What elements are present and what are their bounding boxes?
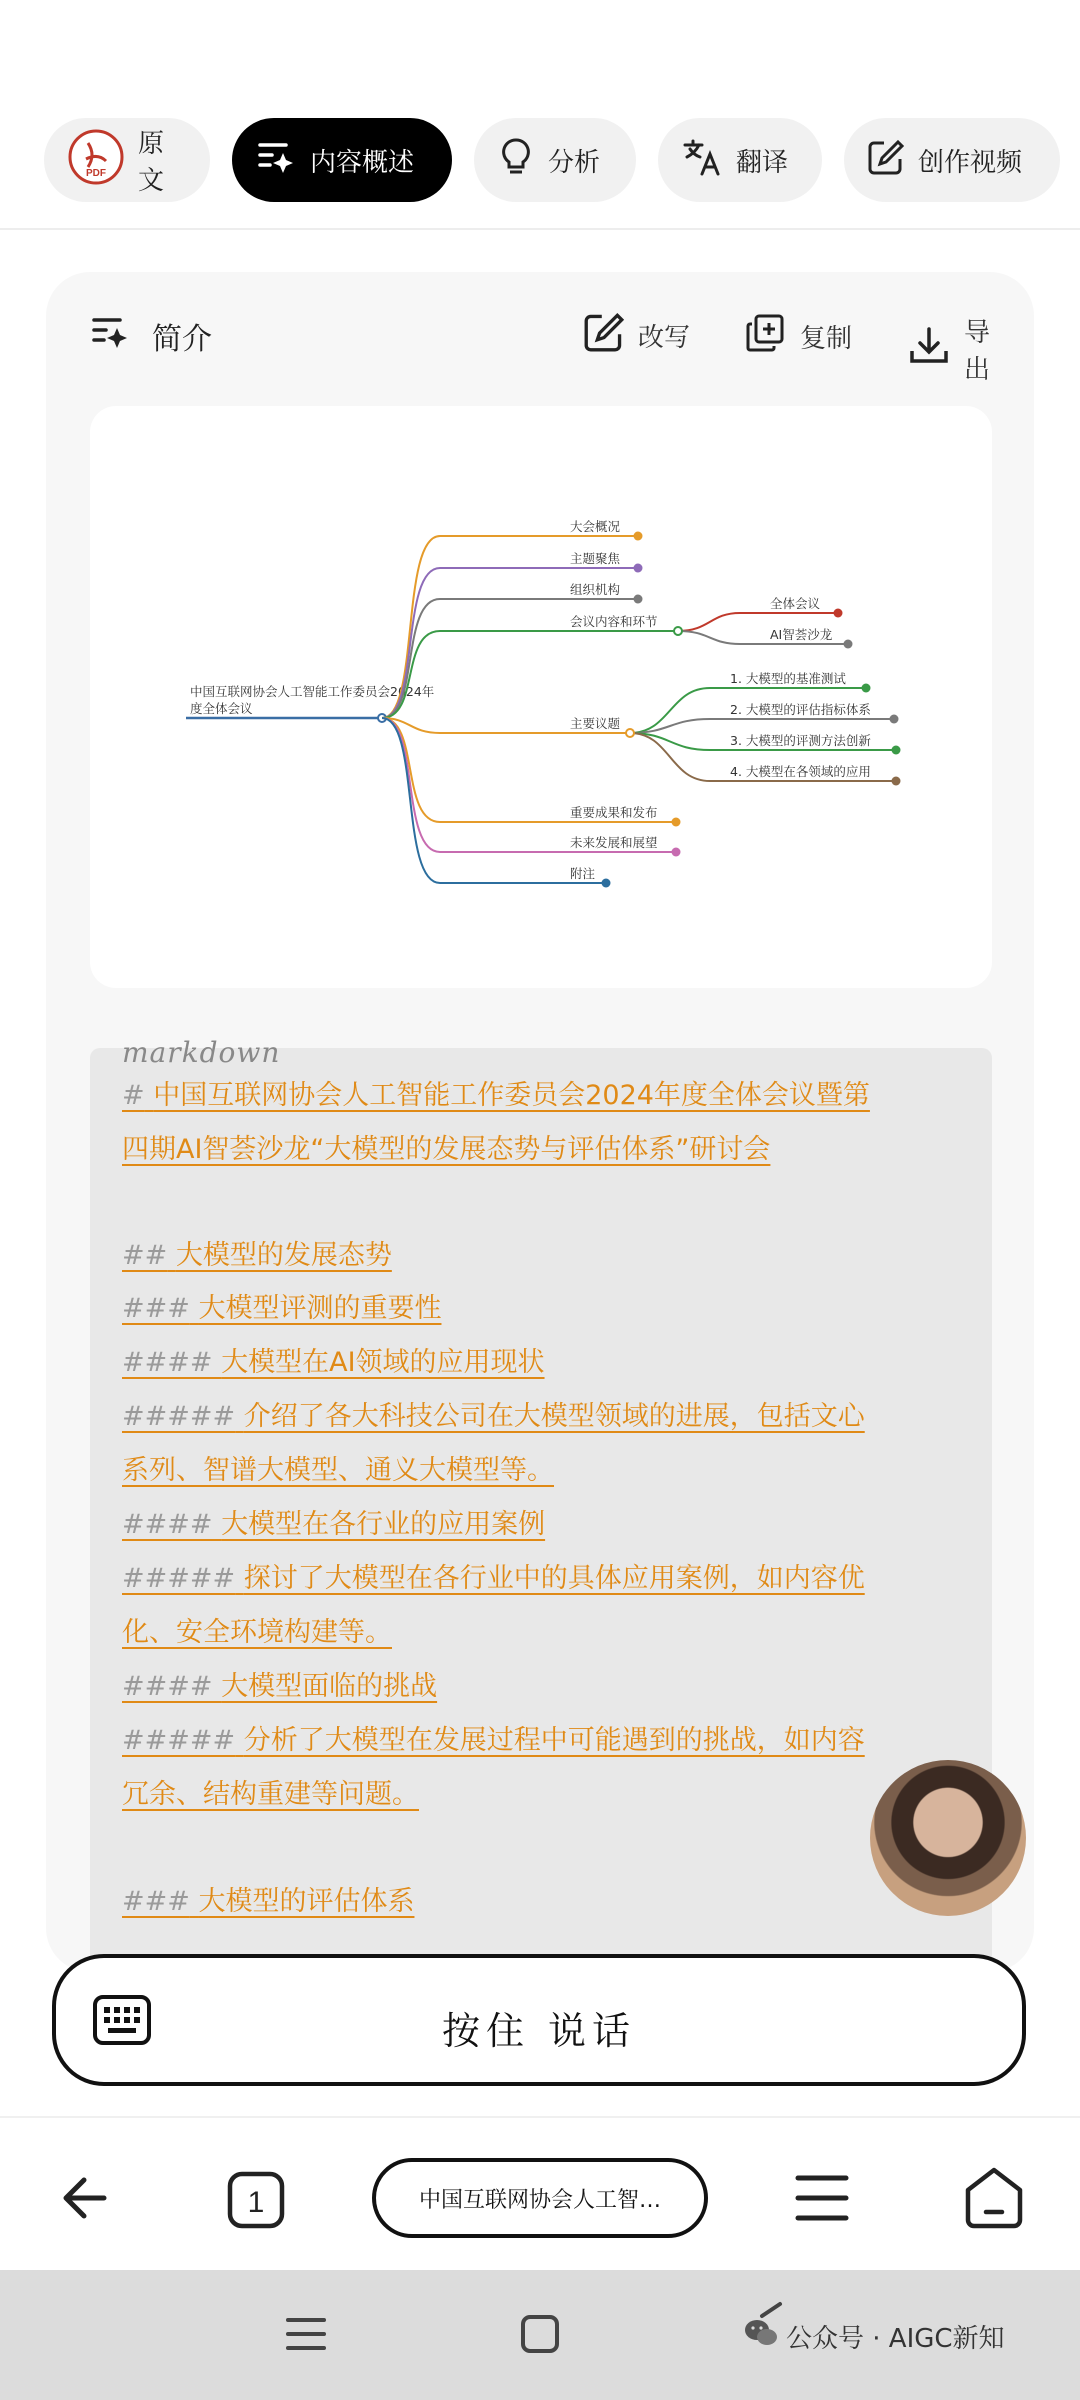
- edit-icon: [584, 312, 624, 359]
- rewrite-label: 改写: [638, 323, 691, 353]
- md-line: [122, 1669, 982, 1705]
- md-line: [122, 1078, 982, 1114]
- md-line: [122, 1291, 982, 1327]
- md-line: [122, 1561, 982, 1597]
- tab-summary[interactable]: [232, 118, 452, 202]
- branch-label-themes: 主题聚焦: [570, 551, 621, 566]
- branch-end-dot: [862, 684, 871, 693]
- md-text: 大模型的发展态势: [175, 1240, 392, 1271]
- card-title: 简介: [152, 322, 212, 357]
- tab-count-label: 1: [247, 2186, 265, 2219]
- md-text: 四期AI智荟沙龙“大模型的发展态势与评估体系”研讨会: [122, 1134, 771, 1165]
- translate-icon: [682, 137, 722, 184]
- md-hash: ####: [122, 1509, 213, 1540]
- edit-icon: [868, 139, 904, 182]
- md-hash: ####: [122, 1347, 213, 1378]
- content-tabs: [0, 118, 1080, 208]
- address-bar[interactable]: [372, 2158, 708, 2238]
- system-home-icon[interactable]: [518, 2312, 562, 2360]
- menu-icon[interactable]: [794, 2170, 850, 2230]
- md-line: [122, 1723, 982, 1759]
- tab-translate-label: 翻译: [736, 147, 789, 178]
- md-hash: ###: [122, 1886, 190, 1917]
- export-label: 导出: [964, 318, 991, 385]
- branch-connector: [382, 718, 676, 852]
- summary-card: [46, 272, 1034, 1972]
- md-text: 介绍了各大科技公司在大模型领域的进展，包括文心: [243, 1401, 865, 1432]
- markdown-block: [90, 1048, 992, 1972]
- copy-label: 复制: [800, 324, 853, 354]
- md-line: [122, 1884, 982, 1920]
- branch-label-overview: 大会概况: [570, 519, 621, 534]
- tab-translate[interactable]: [658, 118, 822, 202]
- md-hash: #####: [122, 1563, 236, 1594]
- sub-label-topic-1: 1. 大模型的基准测试: [730, 671, 846, 686]
- branch-label-achievements: 重要成果和发布: [570, 805, 658, 820]
- md-text: 分析了大模型在发展过程中可能遇到的挑战，如内容: [243, 1725, 865, 1756]
- md-text: 大模型的评估体系: [198, 1886, 415, 1917]
- sub-label-topic-4: 4. 大模型在各领域的应用: [730, 764, 871, 779]
- home-icon[interactable]: [964, 2166, 1024, 2234]
- md-text: 中国互联网协会人工智能工作委员会2024年度全体会议暨第: [153, 1080, 870, 1111]
- md-text: 系列、智谱大模型、通义大模型等。: [122, 1455, 554, 1486]
- branch-label-organization: 组织机构: [570, 582, 621, 597]
- tab-analysis-label: 分析: [548, 147, 601, 178]
- md-hash: ####: [122, 1671, 213, 1702]
- branch-end-dot: [844, 640, 853, 649]
- branch-end-dot: [892, 746, 901, 755]
- md-line: [122, 1238, 982, 1274]
- tab-count-button[interactable]: [226, 2170, 286, 2234]
- md-hash: #: [122, 1080, 145, 1111]
- copy-icon: [744, 312, 786, 361]
- md-text: 探讨了大模型在各行业中的具体应用案例，如内容优: [243, 1563, 865, 1594]
- sub-label-salon: AI智荟沙龙: [770, 627, 833, 642]
- md-hash: ##: [122, 1240, 168, 1271]
- card-title-group: [90, 312, 212, 360]
- md-line: [122, 1132, 982, 1168]
- summary-sparkle-icon: [90, 312, 130, 360]
- pdf-icon: [68, 129, 124, 192]
- lightbulb-icon: [498, 137, 534, 184]
- mindmap-root-label-2: 度全体会议: [190, 701, 253, 716]
- md-line: [122, 1399, 982, 1435]
- svg-text:PDF: PDF: [86, 167, 106, 179]
- wechat-icon: [744, 2318, 778, 2355]
- branch-node: [626, 729, 634, 737]
- md-text: 大模型面临的挑战: [221, 1671, 438, 1702]
- branch-end-dot: [834, 609, 843, 618]
- branch-end-dot: [602, 879, 611, 888]
- branch-end-dot: [634, 532, 643, 541]
- sub-label-topic-3: 3. 大模型的评测方法创新: [730, 733, 871, 748]
- assistant-avatar[interactable]: [870, 1760, 1026, 1916]
- md-line: [122, 1777, 982, 1813]
- md-line: [122, 1453, 982, 1489]
- branch-label-meeting-content: 会议内容和环节: [570, 614, 658, 629]
- watermark-text: 公众号 · AIGC新知: [786, 2324, 1005, 2354]
- md-line: [122, 1615, 982, 1651]
- address-text: 中国互联网协会人工智…: [418, 2187, 661, 2213]
- md-text: 大模型在AI领域的应用现状: [221, 1347, 545, 1378]
- branch-label-main-topics: 主要议题: [570, 716, 621, 731]
- markdown-tag: markdown: [122, 1036, 281, 1069]
- tab-analysis[interactable]: [474, 118, 636, 202]
- branch-end-dot: [634, 564, 643, 573]
- branch-node: [674, 627, 682, 635]
- back-arrow-icon[interactable]: [58, 2158, 114, 2242]
- press-to-talk-label: 按住 说话: [441, 2009, 637, 2053]
- tabs-divider: [0, 228, 1080, 230]
- branch-label-notes: 附注: [570, 866, 596, 881]
- watermark: [744, 2318, 1005, 2355]
- tab-original-label: 原文: [138, 129, 165, 196]
- md-text: 大模型在各行业的应用案例: [221, 1509, 546, 1540]
- md-line: [122, 1345, 982, 1381]
- export-button[interactable]: [908, 312, 990, 386]
- branch-connector: [382, 631, 678, 718]
- branch-end-dot: [672, 848, 681, 857]
- recent-apps-icon[interactable]: [284, 2312, 328, 2360]
- md-text: 化、安全环境构建等。: [122, 1617, 392, 1648]
- branch-end-dot: [672, 818, 681, 827]
- md-line: [122, 1507, 982, 1543]
- tab-summary-label: 内容概述: [310, 147, 415, 178]
- tab-original[interactable]: [44, 118, 210, 202]
- press-to-talk-button[interactable]: [52, 1954, 1026, 2086]
- download-icon: [908, 325, 950, 374]
- browser-bottom-bar: [0, 2116, 1080, 2272]
- tab-create-video[interactable]: [844, 118, 1060, 202]
- rewrite-button[interactable]: [584, 312, 690, 359]
- md-hash: #####: [122, 1401, 236, 1432]
- branch-label-future: 未来发展和展望: [570, 835, 658, 850]
- md-text: 冗余、结构重建等问题。: [122, 1779, 419, 1810]
- md-hash: #####: [122, 1725, 236, 1756]
- mindmap: [90, 406, 992, 988]
- branch-end-dot: [892, 777, 901, 786]
- md-hash: ###: [122, 1293, 190, 1324]
- sub-label-topic-2: 2. 大模型的评估指标体系: [730, 702, 871, 717]
- branch-end-dot: [890, 715, 899, 724]
- branch-end-dot: [634, 595, 643, 604]
- mindmap-root-label-1: 中国互联网协会人工智能工作委员会2024年: [190, 684, 435, 699]
- branch-connector: [382, 718, 606, 883]
- tab-create-video-label: 创作视频: [918, 147, 1023, 178]
- summary-sparkle-icon: [256, 137, 296, 184]
- card-header: [90, 312, 991, 385]
- md-text: 大模型评测的重要性: [198, 1293, 442, 1324]
- sub-branch-connector: [630, 719, 894, 733]
- copy-button[interactable]: [744, 312, 852, 361]
- sub-label-plenary: 全体会议: [770, 596, 821, 611]
